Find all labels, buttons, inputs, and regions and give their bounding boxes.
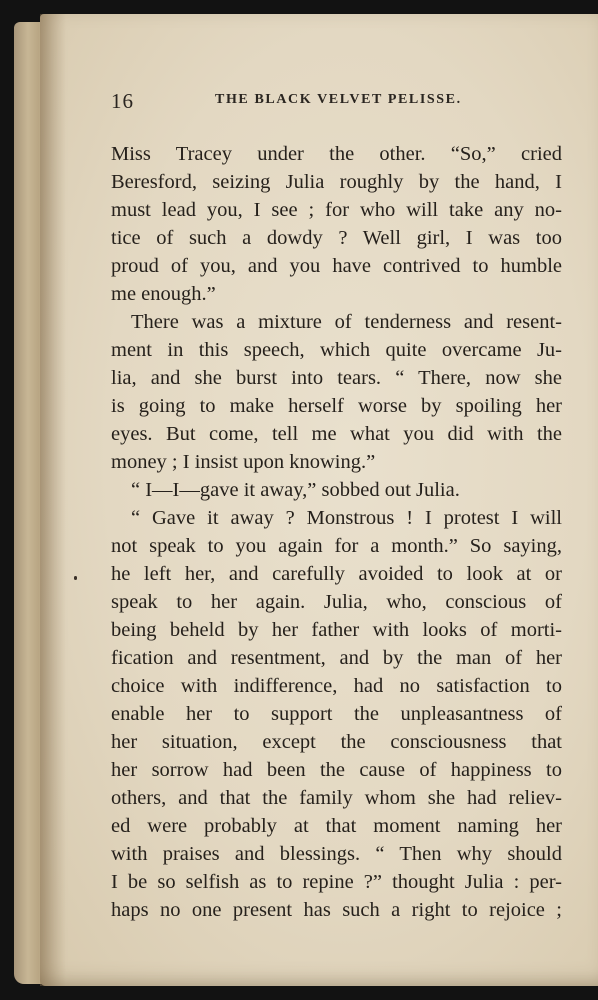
margin-mark — [74, 576, 77, 580]
text-line: her situation, except the consciousness that — [111, 731, 562, 753]
text-line: lia, and she burst into tears. “ There, now she — [111, 367, 562, 389]
text-line: eyes. But come, tell me what you did with the — [111, 423, 562, 445]
text-line: proud of you, and you have contrived to humble — [111, 255, 562, 277]
text-line: money ; I insist upon knowing.” — [111, 451, 376, 473]
text-line: enable her to support the unpleasantness of — [111, 703, 562, 725]
text-line: he left her, and carefully avoided to look at or — [111, 563, 562, 585]
text-line: Miss Tracey under the other. “So,” cried — [111, 143, 562, 165]
text-line: must lead you, I see ; for who will take any no- — [111, 199, 562, 221]
text-line: fication and resentment, and by the man of her — [111, 647, 562, 669]
text-line: ed were probably at that moment naming her — [111, 815, 562, 837]
text-line: her sorrow had been the cause of happiness to — [111, 759, 562, 781]
text-line: with praises and blessings. “ Then why should — [111, 843, 562, 865]
text-line: me enough.” — [111, 283, 216, 305]
running-title: THE BLACK VELVET PELISSE. — [215, 92, 462, 107]
text-line: There was a mixture of tenderness and resent- — [131, 311, 562, 333]
text-line: Beresford, seizing Julia roughly by the hand, I — [111, 171, 562, 193]
text-line: being beheld by her father with looks of morti- — [111, 619, 562, 641]
page-number: 16 — [111, 89, 134, 113]
body-text — [111, 140, 562, 924]
text-line: choice with indifference, had no satisfaction to — [111, 675, 562, 697]
text-line: ment in this speech, which quite overcame Ju- — [111, 339, 562, 361]
gutter-stain — [40, 14, 66, 986]
text-line: I be so selfish as to repine ?” thought Julia : per- — [111, 871, 562, 893]
text-line: not speak to you again for a month.” So saying, — [111, 535, 562, 557]
text-line: tice of such a dowdy ? Well girl, I was too — [111, 227, 562, 249]
text-line: others, and that the family whom she had reliev- — [111, 787, 562, 809]
text-line: “ I—I—gave it away,” sobbed out Julia. — [131, 479, 460, 501]
text-line: “ Gave it away ? Monstrous ! I protest I will — [131, 507, 562, 529]
text-line: haps no one present has such a right to rejoice ; — [111, 899, 562, 921]
text-line: is going to make herself worse by spoiling her — [111, 395, 562, 417]
text-line: speak to her again. Julia, who, conscious of — [111, 591, 562, 613]
